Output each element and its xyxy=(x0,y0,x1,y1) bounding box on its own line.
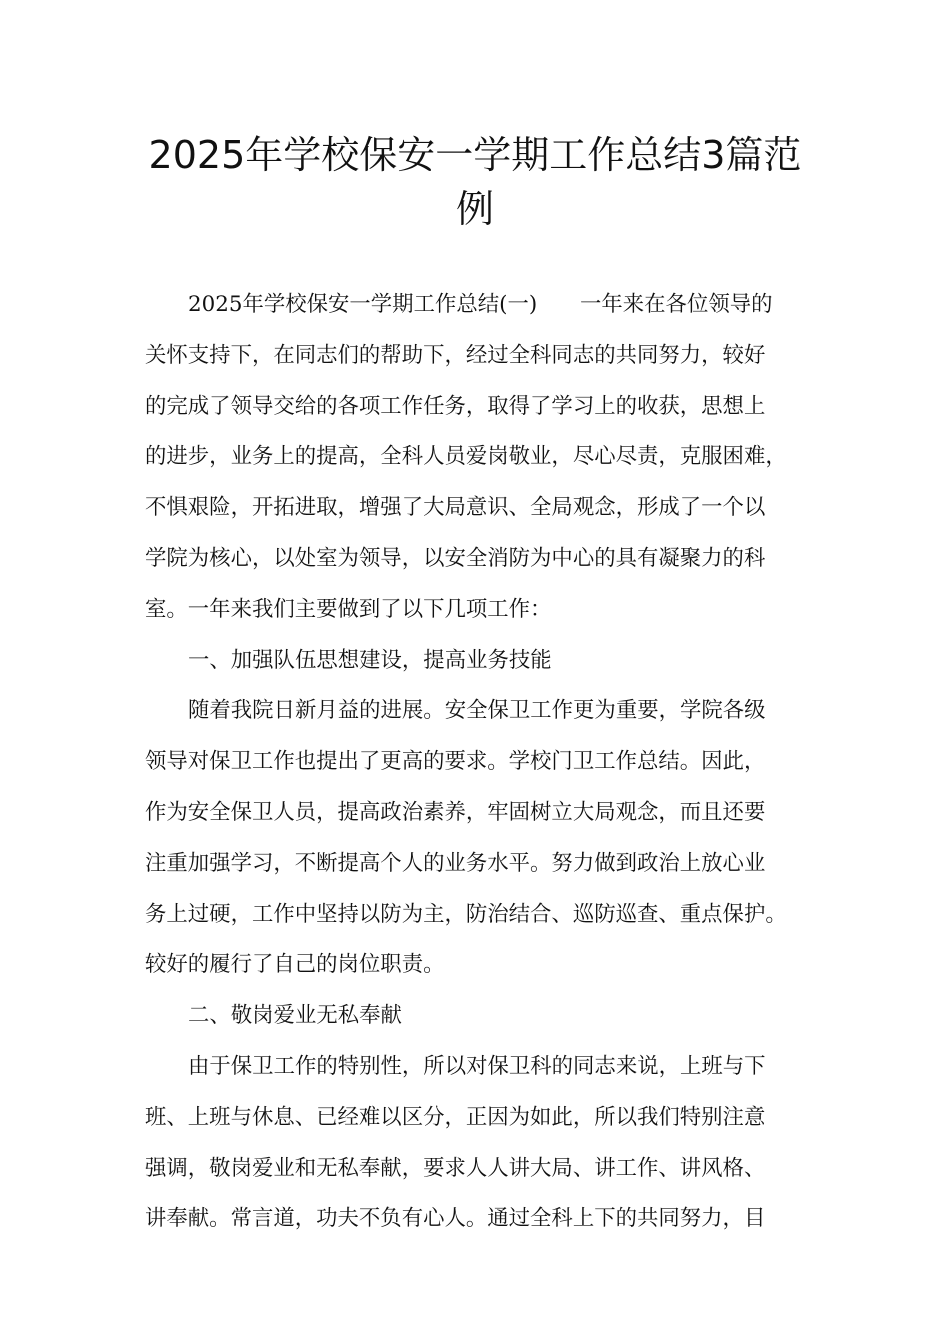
document-title: 2025年学校保安一学期工作总结3篇范例 xyxy=(148,133,802,231)
paragraph-line: 较好的履行了自己的岗位职责。 xyxy=(145,952,445,978)
paragraph-line: 班、上班与休息、已经难以区分，正因为如此，所以我们特别注意 xyxy=(145,1104,766,1130)
section-heading: 二、敬岗爱业无私奉献 xyxy=(188,1003,402,1029)
paragraph-line: 随着我院日新月益的进展。安全保卫工作更为重要，学院各级 xyxy=(188,698,766,724)
paragraph-line: 关怀支持下，在同志们的帮助下，经过全科同志的共同努力，较好 xyxy=(145,342,766,368)
paragraph-line: 室。一年来我们主要做到了以下几项工作： xyxy=(145,596,552,622)
paragraph-line: 的完成了领导交给的各项工作任务，取得了学习上的收获，思想上 xyxy=(145,393,766,419)
paragraph-line: 注重加强学习，不断提高个人的业务水平。努力做到政治上放心业 xyxy=(145,850,766,876)
document-body xyxy=(145,280,820,1245)
paragraph-line: 不惧艰险，开拓进取，增强了大局意识、全局观念，形成了一个以 xyxy=(145,495,766,521)
paragraph-line: 由于保卫工作的特别性，所以对保卫科的同志来说，上班与下 xyxy=(188,1053,766,1079)
paragraph-line: 领导对保卫工作也提出了更高的要求。学校门卫工作总结。因此， xyxy=(145,749,766,775)
paragraph-line: 2025年学校保安一学期工作总结(一) 一年来在各位领导的 xyxy=(188,292,773,317)
paragraph-line: 学院为核心，以处室为领导，以安全消防为中心的具有凝聚力的科 xyxy=(145,545,766,571)
paragraph-line: 强调，敬岗爱业和无私奉献，要求人人讲大局、讲工作、讲风格、 xyxy=(145,1155,766,1181)
paragraph-line: 作为安全保卫人员，提高政治素养，牢固树立大局观念，而且还要 xyxy=(145,799,766,825)
section-heading: 一、加强队伍思想建设，提高业务技能 xyxy=(188,647,552,673)
paragraph-line: 务上过硬，工作中坚持以防为主，防治结合、巡防巡查、重点保护。 xyxy=(145,901,787,927)
paragraph-line: 讲奉献。常言道，功夫不负有心人。通过全科上下的共同努力，目 xyxy=(145,1206,766,1232)
paragraph-line: 的进步，业务上的提高，全科人员爱岗敬业，尽心尽责，克服困难， xyxy=(145,444,787,470)
